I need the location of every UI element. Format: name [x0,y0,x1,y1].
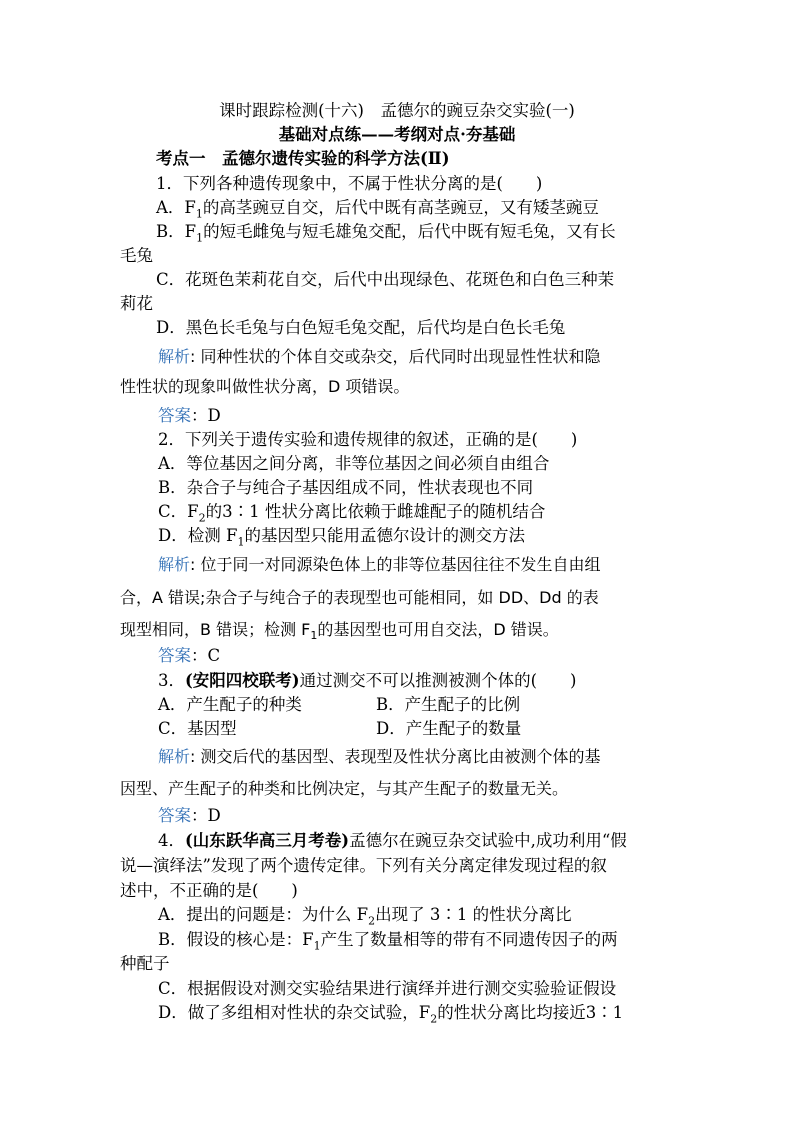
question-4-option-d: D．做了多组相对性状的杂交试验，$F_2$的性状分离比均接近3∶1 [158,1003,624,1026]
question-3-source: (安阳四校联考) [185,671,300,690]
question-2-option-c: C．$F_2$的3∶1 性状分离比依赖于雌雄配子的随机结合 [158,502,546,525]
question-1-option-c-cont: 莉花 [120,294,153,313]
question-4-option-c: C．根据假设对测交实验结果进行演绎并进行测交实验验证假设 [158,979,617,998]
question-3-stem: 3．(安阳四校联考)通过测交不可以推测被测个体的( ) [158,671,577,690]
question-2-stem: 2．下列关于遗传实验和遗传规律的叙述，正确的是( ) [158,430,578,449]
question-3-answer: 答案：D [158,806,221,825]
question-3-option-c: C．基因型 [158,719,237,738]
question-1-stem: 1．下列各种遗传现象中，不属于性状分离的是( ) [156,174,543,193]
question-1-option-d: D．黑色长毛兔与白色短毛兔交配，后代均是白色长毛兔 [156,318,566,337]
question-1-analysis-cont: 性性状的现象叫做性状分离，D 项错误。 [120,377,410,396]
question-4-stem: 4．(山东跃华高三月考卷)孟德尔在豌豆杂交试验中,成功利用“假 [158,831,627,850]
question-2-answer: 答案：C [158,646,221,665]
question-4-option-a: A．提出的问题是：为什么 $F_2$出现了 3∶1 的性状分离比 [158,905,572,928]
page-subtitle: 基础对点练——考纲对点·夯基础 [278,125,516,144]
question-3-option-a: A．产生配子的种类 [158,695,302,714]
page-title: 课时跟踪检测(十六) 孟德尔的豌豆杂交实验(一) [219,101,575,120]
question-1-option-c: C．花斑色茉莉花自交，后代中出现绿色、花斑色和白色三种茉 [156,270,615,289]
section-heading: 考点一 孟德尔遗传实验的科学方法(Ⅱ) [156,149,450,168]
question-2-analysis-cont-2: 现型相同，B 错误；检测 $F_1$的基因型也可用自交法，D 错误。 [120,620,559,643]
question-4-stem-cont-1: 说—演绎法”发现了两个遗传定律。下列有关分离定律发现过程的叙 [120,856,607,875]
question-2-option-d: D．检测 $F_1$的基因型只能用孟德尔设计的测交方法 [158,526,525,549]
question-4-option-b: B．假设的核心是：$F_1$产生了数量相等的带有不同遗传因子的两 [158,930,618,953]
question-4-stem-cont-2: 述中，不正确的是( ) [120,881,298,900]
question-3-option-d: D．产生配子的数量 [376,719,522,738]
question-1-option-a: A．$F_1$的高茎豌豆自交，后代中既有高茎豌豆，又有矮茎豌豆 [156,198,599,221]
question-1-option-b-cont: 毛兔 [120,246,153,265]
question-2-option-b: B．杂合子与纯合子基因组成不同，性状表现也不同 [158,478,534,497]
question-1-answer: 答案：D [158,406,221,425]
question-2-option-a: A．等位基因之间分离，非等位基因之间必须自由组合 [158,454,550,473]
question-2-analysis: 解析: 位于同一对同源染色体上的非等位基因往往不发生自由组 [158,555,601,574]
question-2-analysis-cont-1: 合，A 错误;杂合子与纯合子的表现型也可能相同，如 DD、Dd 的表 [120,588,599,607]
question-3-option-b: B．产生配子的比例 [376,695,521,714]
question-3-analysis: 解析: 测交后代的基因型、表现型及性状分离比由被测个体的基 [158,747,601,766]
question-4-source: (山东跃华高三月考卷) [185,831,350,850]
question-1-analysis: 解析: 同种性状的个体自交或杂交，后代同时出现显性性状和隐 [158,347,601,366]
question-1-option-b: B．$F_1$的短毛雌兔与短毛雄兔交配，后代中既有短毛兔，又有长 [156,222,616,245]
question-3-analysis-cont: 因型、产生配子的种类和比例决定，与其产生配子的数量无关。 [120,779,569,798]
question-4-option-b-cont: 种配子 [120,954,170,973]
